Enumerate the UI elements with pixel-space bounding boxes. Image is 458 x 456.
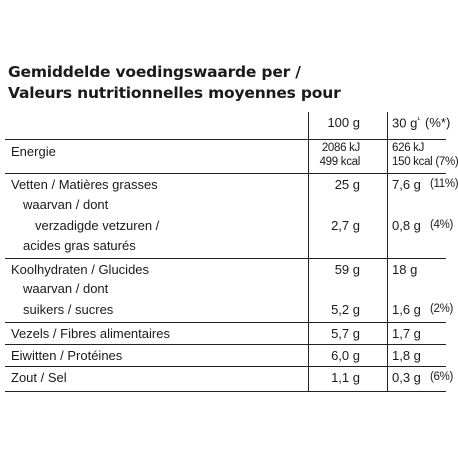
- sugars-100g: 5,2 g: [331, 302, 360, 317]
- energy-kcal-100g: 499 kcal: [319, 156, 360, 168]
- carbs-100g: 59 g: [334, 262, 360, 277]
- carbs-label: Koolhydraten / Glucides: [11, 262, 150, 277]
- salt-100g: 1,1 g: [331, 370, 360, 385]
- fibre-label: Vezels / Fibres alimentaires: [11, 326, 170, 341]
- protein-100g: 6,0 g: [331, 348, 360, 363]
- saturated-label-dutch: verzadigde vetzuren /: [35, 218, 160, 233]
- carbs-of-which-label: waarvan / dont: [23, 281, 109, 296]
- fat-percent: (11%): [430, 178, 458, 190]
- protein-30g: 1,8 g: [392, 348, 421, 363]
- fat-label: Vetten / Matières grasses: [11, 177, 158, 192]
- table-row-fat-group: [5, 174, 458, 259]
- energy-kcal-30g: 150 kcal (7%): [392, 156, 458, 168]
- sugars-label: suikers / sucres: [23, 302, 114, 317]
- table-row-energy: [5, 140, 458, 174]
- saturated-percent: (4%): [430, 219, 454, 231]
- protein-label: Eiwitten / Protéines: [11, 348, 123, 363]
- fibre-100g: 5,7 g: [331, 326, 360, 341]
- salt-label: Zout / Sel: [11, 370, 67, 385]
- fat-30g: 7,6 g: [392, 177, 421, 192]
- table-row-protein: [5, 345, 446, 367]
- fat-of-which-label: waarvan / dont: [23, 197, 109, 212]
- energy-kj-100g: 2086 kJ: [321, 142, 360, 154]
- saturated-100g: 2,7 g: [331, 218, 360, 233]
- table-row-salt: [5, 367, 454, 392]
- salt-30g: 0,3 g: [392, 370, 421, 385]
- header-row: [5, 112, 451, 140]
- sugars-30g: 1,6 g: [392, 302, 421, 317]
- column-header-30g: 30 $g^{^1}$: [392, 115, 420, 131]
- energy-percent: (7%): [435, 156, 458, 168]
- nutrition-heading: [8, 62, 341, 104]
- saturated-label-french: acides gras saturés: [23, 238, 136, 253]
- saturated-30g: 0,8 g: [392, 218, 421, 233]
- nutrition-table: [5, 112, 458, 392]
- table-row-fibre: [5, 323, 446, 345]
- salt-percent: (6%): [430, 371, 454, 383]
- table-row-carbs-group: [5, 259, 454, 323]
- column-header-percent: (%*): [425, 115, 451, 130]
- carbs-30g: 18 g: [392, 262, 418, 277]
- sugars-percent: (2%): [430, 303, 454, 315]
- heading-line-dutch: Gemiddelde voedingswaarde per /: [8, 63, 301, 81]
- fat-100g: 25 g: [334, 177, 360, 192]
- energy-kj-30g: 626 kJ: [392, 142, 425, 154]
- energy-label: Energie: [11, 144, 56, 159]
- column-header-100g: 100 g: [327, 115, 360, 130]
- fibre-30g: 1,7 g: [392, 326, 421, 341]
- heading-line-french: Valeurs nutritionnelles moyennes pour: [8, 84, 341, 102]
